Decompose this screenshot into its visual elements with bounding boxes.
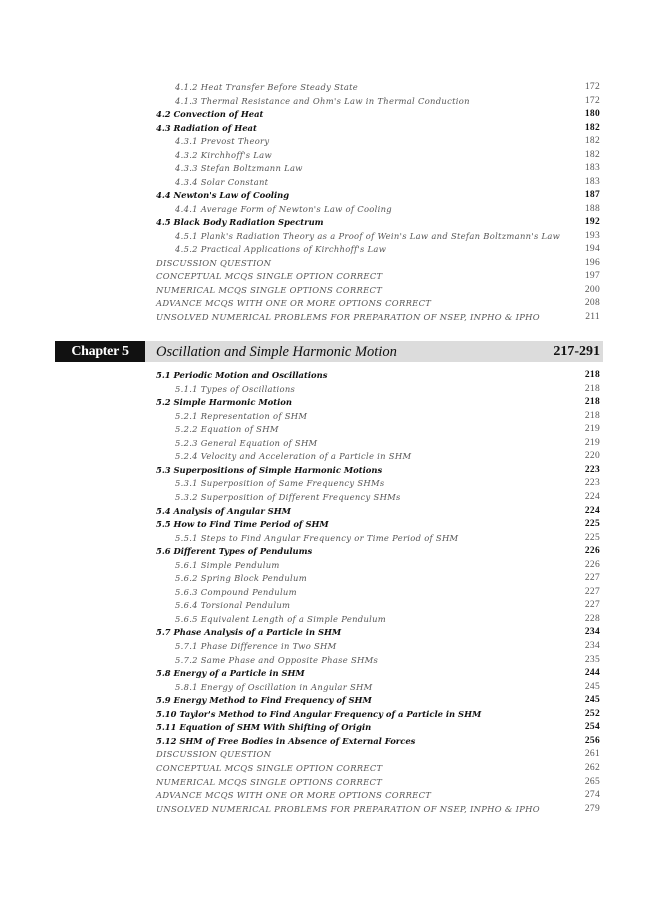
toc-entry[interactable]: [0, 518, 660, 531]
toc-entry-title: ADVANCE MCQS WITH ONE OR MORE OPTIONS CORRECT: [156, 298, 432, 308]
toc-entry-title: UNSOLVED NUMERICAL PROBLEMS FOR PREPARATION OF NSEP, INPHO & IPHO: [156, 803, 540, 814]
toc-entry[interactable]: [0, 477, 660, 490]
toc-entry-title: 4.4.1 Average Form of Newton's Law of Cooling: [175, 203, 392, 214]
toc-entry-title: 5.2.2 Equation of SHM: [175, 424, 279, 435]
toc-entry-title: 5.5 How to Find Time Period of SHM: [156, 519, 329, 530]
toc-entry[interactable]: [0, 122, 660, 135]
toc-entry[interactable]: [0, 243, 660, 256]
toc-entry-title: 5.7.2 Same Phase and Opposite Phase SHMs: [175, 654, 379, 665]
toc-entry-page: 261: [584, 749, 600, 760]
toc-entry-title: 4.4 Newton's Law of Cooling: [156, 190, 290, 200]
toc-entry[interactable]: [0, 437, 660, 450]
toc-entry-page: 223: [584, 478, 600, 489]
toc-entry-title: 4.3.1 Prevost Theory: [175, 136, 270, 146]
toc-entry[interactable]: [0, 176, 660, 189]
toc-entry[interactable]: [0, 572, 660, 585]
toc-entry-page: 228: [584, 613, 600, 624]
toc-entry-title: 4.5.1 Plank's Radiation Theory as a Proof of Wein's Law and Stefan Boltzmann's Law: [175, 230, 561, 241]
toc-entry-page: 183: [584, 163, 600, 173]
toc-entry-title: 5.8.1 Energy of Oscillation in Angular SHM: [175, 681, 373, 692]
toc-entry-page: 187: [584, 190, 600, 200]
toc-entry[interactable]: [0, 284, 660, 297]
toc-entry-page: 172: [584, 95, 600, 106]
toc-entry-page: 188: [584, 203, 600, 214]
toc-entry-title: 5.10 Taylor's Method to Find Angular Frequency of a Particle in SHM: [156, 708, 482, 719]
toc-entry-title: 5.11 Equation of SHM With Shifting of Origin: [156, 722, 372, 733]
toc-entry[interactable]: [0, 162, 660, 175]
toc-entry-page: 218: [584, 397, 600, 408]
toc-entry-title: 4.3.3 Stefan Boltzmann Law: [175, 163, 303, 173]
toc-entry[interactable]: [0, 297, 660, 310]
toc-entry[interactable]: [0, 667, 660, 680]
toc-entry-page: 227: [584, 586, 600, 597]
toc-entry[interactable]: [0, 95, 660, 108]
toc-entry-title: 4.3.4 Solar Constant: [175, 176, 269, 187]
toc-entry-title: 5.7.1 Phase Difference in Two SHM: [175, 641, 337, 651]
toc-entry[interactable]: [0, 599, 660, 612]
toc-entry-page: 196: [584, 257, 600, 268]
toc-entry-page: 208: [584, 298, 600, 308]
toc-entry[interactable]: [0, 735, 660, 748]
toc-entry[interactable]: [0, 586, 660, 599]
toc-entry-page: 218: [584, 370, 600, 380]
toc-entry[interactable]: [0, 708, 660, 721]
toc-entry-page: 211: [585, 311, 600, 322]
toc-entry-title: 5.6 Different Types of Pendulums: [156, 546, 313, 557]
toc-entry-title: UNSOLVED NUMERICAL PROBLEMS FOR PREPARATION OF NSEP, INPHO & IPHO: [156, 311, 540, 322]
toc-entry-page: 224: [584, 491, 600, 502]
toc-entry-title: 5.2.1 Representation of SHM: [175, 410, 308, 421]
toc-entry-page: 265: [584, 776, 600, 787]
toc-entry-title: 5.2 Simple Harmonic Motion: [156, 397, 292, 408]
toc-entry-title: NUMERICAL MCQS SINGLE OPTIONS CORRECT: [156, 776, 383, 787]
toc-entry-title: 4.5.2 Practical Applications of Kirchhoff's Law: [175, 244, 387, 254]
toc-entry-title: 5.5.1 Steps to Find Angular Frequency or Time Period of SHM: [175, 532, 459, 543]
toc-entry-title: NUMERICAL MCQS SINGLE OPTIONS CORRECT: [156, 284, 383, 295]
toc-entry-page: 192: [584, 217, 600, 227]
toc-entry[interactable]: [0, 776, 660, 789]
toc-entry-title: 5.12 SHM of Free Bodies in Absence of External Forces: [156, 735, 416, 746]
toc-entry-title: 5.4 Analysis of Angular SHM: [156, 505, 291, 516]
toc-entry-page: 245: [584, 681, 600, 692]
toc-entry[interactable]: [0, 410, 660, 423]
toc-entry-title: 5.6.2 Spring Block Pendulum: [175, 573, 307, 584]
toc-entry[interactable]: [0, 149, 660, 162]
toc-entry-title: 4.1.3 Thermal Resistance and Ohm's Law in Thermal Conduction: [175, 95, 470, 106]
toc-entry-title: CONCEPTUAL MCQS SINGLE OPTION CORRECT: [156, 271, 383, 281]
toc-entry-page: 245: [584, 695, 600, 706]
toc-entry[interactable]: [0, 789, 660, 802]
toc-entry[interactable]: [0, 559, 660, 572]
toc-entry[interactable]: [0, 640, 660, 653]
toc-entry[interactable]: [0, 613, 660, 626]
toc-entry-page: 225: [584, 532, 600, 543]
toc-entry[interactable]: [0, 230, 660, 243]
toc-entry-page: 182: [584, 149, 600, 160]
toc-entry-title: 5.3.2 Superposition of Different Frequency SHMs: [175, 491, 401, 502]
toc-entry-page: 252: [584, 708, 600, 719]
toc-entry-title: 4.2 Convection of Heat: [156, 109, 264, 119]
toc-entry-title: 5.8 Energy of a Particle in SHM: [156, 668, 305, 679]
toc-entry-page: 219: [584, 437, 600, 448]
toc-entry[interactable]: [0, 654, 660, 667]
toc-entry-title: DISCUSSION QUESTION: [156, 749, 272, 760]
toc-entry-title: CONCEPTUAL MCQS SINGLE OPTION CORRECT: [156, 762, 383, 773]
toc-entry[interactable]: [0, 216, 660, 229]
toc-entry-title: 5.9 Energy Method to Find Frequency of SHM: [156, 695, 372, 706]
toc-entry-page: 234: [584, 627, 600, 638]
toc-entry-page: 218: [584, 410, 600, 421]
toc-entry[interactable]: [0, 450, 660, 463]
toc-entry[interactable]: [0, 762, 660, 775]
toc-entry[interactable]: [0, 505, 660, 518]
toc-entry-page: 180: [584, 109, 600, 119]
toc-entry-page: 235: [584, 654, 600, 665]
toc-entry-title: 5.6.5 Equivalent Length of a Simple Pendulum: [175, 613, 387, 624]
toc-entry-page: 224: [584, 505, 600, 516]
toc-entry[interactable]: [0, 464, 660, 477]
toc-entry-page: 254: [584, 722, 600, 733]
toc-entry-title: 5.1 Periodic Motion and Oscillations: [156, 370, 328, 380]
toc-entry-title: 4.3 Radiation of Heat: [156, 122, 257, 133]
chapter-tag: Chapter 5: [55, 341, 145, 362]
toc-entry[interactable]: [0, 270, 660, 283]
toc-entry-title: 5.6.3 Compound Pendulum: [175, 586, 297, 597]
toc-entry[interactable]: [0, 108, 660, 121]
toc-entry-page: 220: [584, 451, 600, 462]
toc-entry[interactable]: [0, 721, 660, 734]
toc-entry-page: 262: [584, 762, 600, 773]
toc-entry[interactable]: [0, 681, 660, 694]
toc-entry-title: ADVANCE MCQS WITH ONE OR MORE OPTIONS CORRECT: [156, 790, 432, 801]
toc-entry-title: 4.5 Black Body Radiation Spectrum: [156, 217, 324, 227]
toc-entry-title: 5.2.4 Velocity and Acceleration of a Particle in SHM: [175, 451, 412, 462]
toc-entry[interactable]: [0, 383, 660, 396]
toc-entry-title: 5.2.3 General Equation of SHM: [175, 437, 318, 448]
toc-entry[interactable]: [0, 396, 660, 409]
toc-entry[interactable]: [0, 694, 660, 707]
chapter-title: Oscillation and Simple Harmonic Motion: [156, 344, 397, 360]
toc-entry[interactable]: [0, 803, 660, 816]
toc-entry-page: 182: [584, 122, 600, 133]
chapter-page-range: 217-291: [553, 344, 600, 359]
toc-entry-page: 182: [584, 136, 600, 146]
toc-entry[interactable]: [0, 257, 660, 270]
toc-entry-page: 193: [584, 230, 600, 241]
toc-entry-page: 226: [584, 546, 600, 557]
toc-entry-page: 226: [584, 559, 600, 570]
toc-entry[interactable]: [0, 532, 660, 545]
toc-entry-page: 218: [584, 383, 600, 394]
toc-entry-title: 4.3.2 Kirchhoff's Law: [175, 149, 272, 160]
toc-entry-page: 183: [584, 176, 600, 187]
toc-entry-page: 172: [584, 82, 600, 92]
toc-entry[interactable]: [0, 81, 660, 94]
toc-entry-page: 227: [584, 573, 600, 584]
toc-entry-title: DISCUSSION QUESTION: [156, 257, 272, 268]
toc-entry-page: 219: [584, 424, 600, 435]
toc-entry-title: 4.1.2 Heat Transfer Before Steady State: [175, 82, 359, 92]
toc-entry-title: 5.1.1 Types of Oscillations: [175, 383, 296, 394]
toc-entry-title: 5.3 Superpositions of Simple Harmonic Motions: [156, 464, 383, 475]
toc-entry[interactable]: [0, 423, 660, 436]
toc-entry-page: 194: [584, 244, 600, 254]
toc-entry-page: 200: [584, 284, 600, 295]
toc-entry[interactable]: [0, 626, 660, 639]
toc-entry[interactable]: [0, 748, 660, 761]
toc-entry-title: 5.7 Phase Analysis of a Particle in SHM: [156, 627, 342, 638]
toc-entry-page: 225: [584, 519, 600, 530]
toc-entry-page: 223: [584, 464, 600, 475]
toc-entry-title: 5.6.4 Torsional Pendulum: [175, 600, 291, 611]
toc-entry[interactable]: [0, 545, 660, 558]
toc-entry-page: 279: [584, 803, 600, 814]
toc-entry-page: 274: [584, 790, 600, 801]
toc-entry-title: 5.3.1 Superposition of Same Frequency SHMs: [175, 478, 385, 489]
toc-entry[interactable]: [0, 311, 660, 324]
toc-entry[interactable]: [0, 491, 660, 504]
toc-entry-page: 227: [584, 600, 600, 611]
toc-entry-page: 197: [584, 271, 600, 281]
toc-entry-page: 234: [584, 641, 600, 651]
toc-entry[interactable]: [0, 369, 660, 382]
toc-entry[interactable]: [0, 189, 660, 202]
toc-entry[interactable]: [0, 135, 660, 148]
toc-entry-page: 256: [584, 735, 600, 746]
toc-entry-title: 5.6.1 Simple Pendulum: [175, 559, 280, 570]
toc-entry[interactable]: [0, 203, 660, 216]
toc-entry-page: 244: [584, 668, 600, 679]
